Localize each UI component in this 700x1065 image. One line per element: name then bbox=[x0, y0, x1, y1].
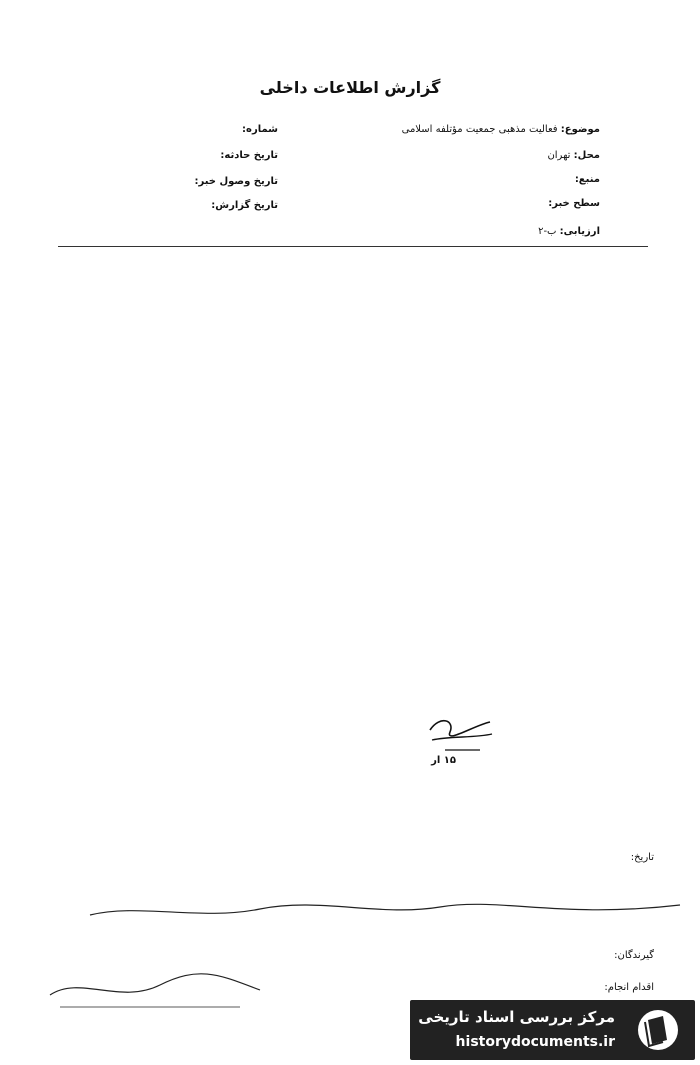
field-level-label: سطح خبر: bbox=[548, 198, 600, 209]
watermark-line2: historydocuments.ir bbox=[455, 1034, 615, 1050]
field-location-value: تهران bbox=[547, 150, 571, 161]
watermark-logo bbox=[410, 1000, 695, 1060]
field-subject-label: موضوع: bbox=[560, 124, 600, 135]
field-report-date-label: تاریخ گزارش: bbox=[211, 200, 278, 211]
field-subject-value: فعالیت مذهبی جمعیت مؤتلفه اسلامی bbox=[401, 124, 558, 135]
field-source-label: منبع: bbox=[574, 174, 600, 185]
footer-action-label: اقدام انجام: bbox=[604, 982, 654, 993]
field-evaluation-value: ب-۲ bbox=[538, 226, 557, 237]
signature-code: ۱۵ ار bbox=[431, 755, 456, 766]
field-receipt-date bbox=[194, 176, 278, 187]
handwriting-line-icon bbox=[80, 895, 700, 925]
field-number bbox=[242, 124, 278, 135]
field-event-date bbox=[220, 150, 278, 161]
footer-date-label: تاریخ: bbox=[630, 852, 654, 863]
field-report-date bbox=[211, 200, 278, 211]
field-location-label: محل: bbox=[573, 150, 600, 161]
field-source bbox=[575, 174, 600, 185]
handwritten-scribble-icon bbox=[40, 955, 280, 1015]
field-event-date-label: تاریخ حادثه: bbox=[220, 150, 278, 161]
field-subject bbox=[402, 124, 600, 135]
document-title: گزارش اطلاعات داخلی bbox=[259, 78, 441, 97]
field-evaluation bbox=[538, 226, 600, 237]
field-number-label: شماره: bbox=[242, 124, 278, 135]
footer-recipients-label: گیرندگان: bbox=[614, 950, 654, 961]
field-level bbox=[548, 198, 600, 209]
header-divider bbox=[58, 246, 648, 247]
field-receipt-date-label: تاریخ وصول خبر: bbox=[194, 176, 278, 187]
field-evaluation-label: ارزیابی: bbox=[559, 226, 600, 237]
archive-book-icon bbox=[633, 1006, 683, 1054]
watermark-line1: مرکز بررسی اسناد تاریخی bbox=[418, 1008, 615, 1026]
field-location bbox=[547, 150, 600, 161]
